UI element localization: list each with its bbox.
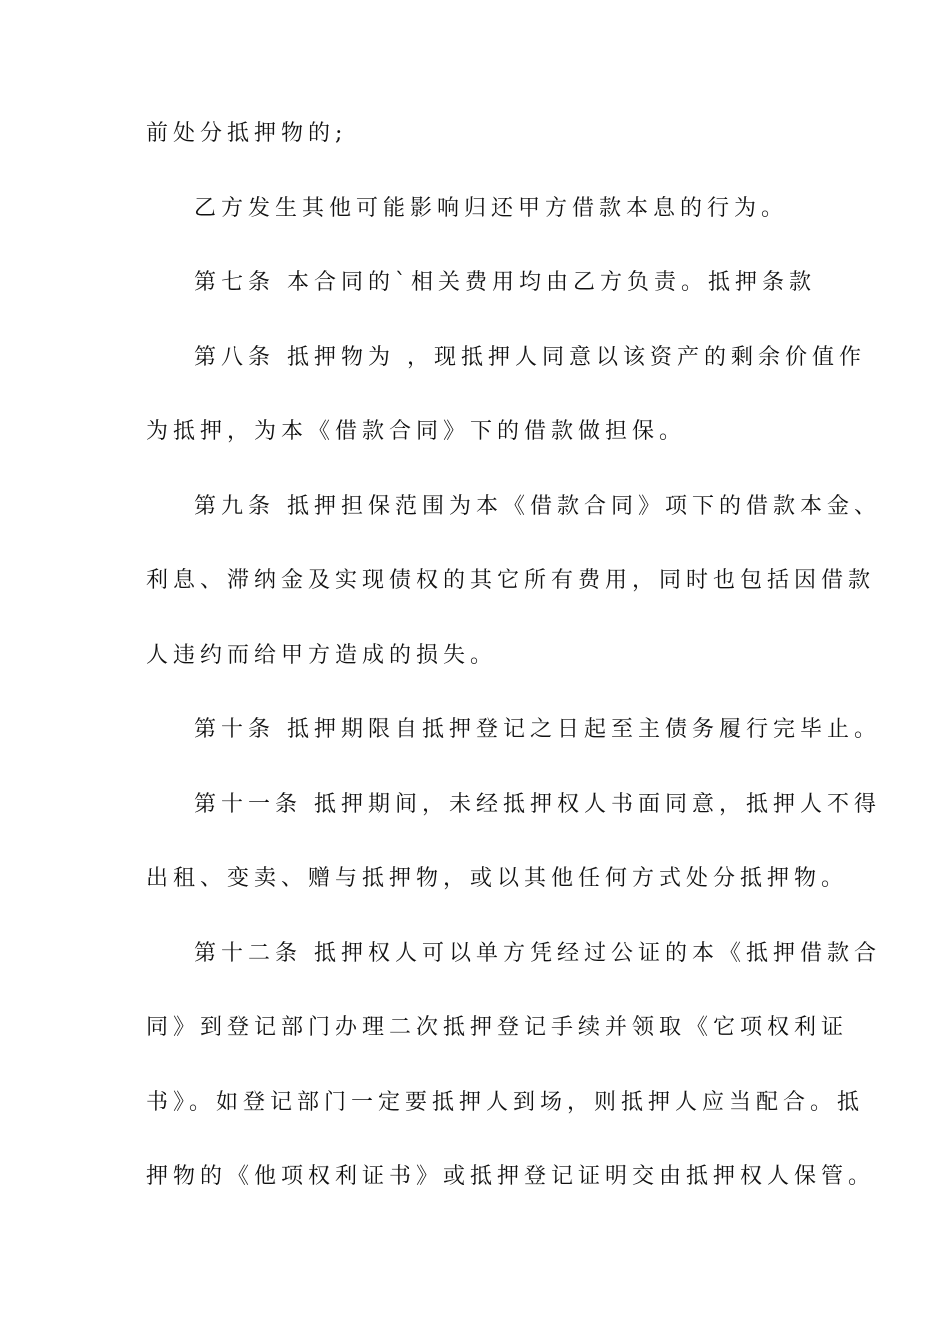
text-line-15: 押物的《他项权利证书》或抵押登记证明交由抵押权人保管。 (146, 1164, 876, 1189)
text-line-10: 第十一条 抵押期间，未经抵押权人书面同意，抵押人不得 (194, 791, 881, 817)
text-line-3: 第七条 本合同的`相关费用均由乙方负责。抵押条款 (194, 270, 816, 295)
text-line-14: 书》。如登记部门一定要抵押人到场，则抵押人应当配合。抵 (146, 1089, 865, 1115)
text-line-11: 出租、变卖、赠与抵押物，或以其他任何方式处分抵押物。 (146, 866, 849, 891)
text-line-6: 第九条 抵押担保范围为本《借款合同》项下的借款本金、 (194, 493, 881, 519)
text-line-5: 为抵押，为本《借款合同》下的借款做担保。 (146, 419, 687, 444)
text-line-9: 第十条 抵押期限自抵押登记之日起至主债务履行完毕止。 (194, 717, 881, 742)
text-line-12: 第十二条 抵押权人可以单方凭经过公证的本《抵押借款合 (194, 940, 881, 966)
text-line-8: 人违约而给甲方造成的损失。 (146, 642, 498, 668)
text-line-4: 第八条 抵押物为 ，现抵押人同意以该资产的剩余价值作 (194, 344, 866, 370)
text-line-7: 利息、滞纳金及实现债权的其它所有费用，同时也包括因借款 (146, 568, 876, 593)
text-line-1: 前处分抵押物的; (146, 121, 348, 146)
text-line-2: 乙方发生其他可能影响归还甲方借款本息的行为。 (194, 195, 789, 221)
text-line-13: 同》到登记部门办理二次抵押登记手续并领取《它项权利证 (146, 1015, 849, 1040)
document-body (146, 112, 881, 1230)
